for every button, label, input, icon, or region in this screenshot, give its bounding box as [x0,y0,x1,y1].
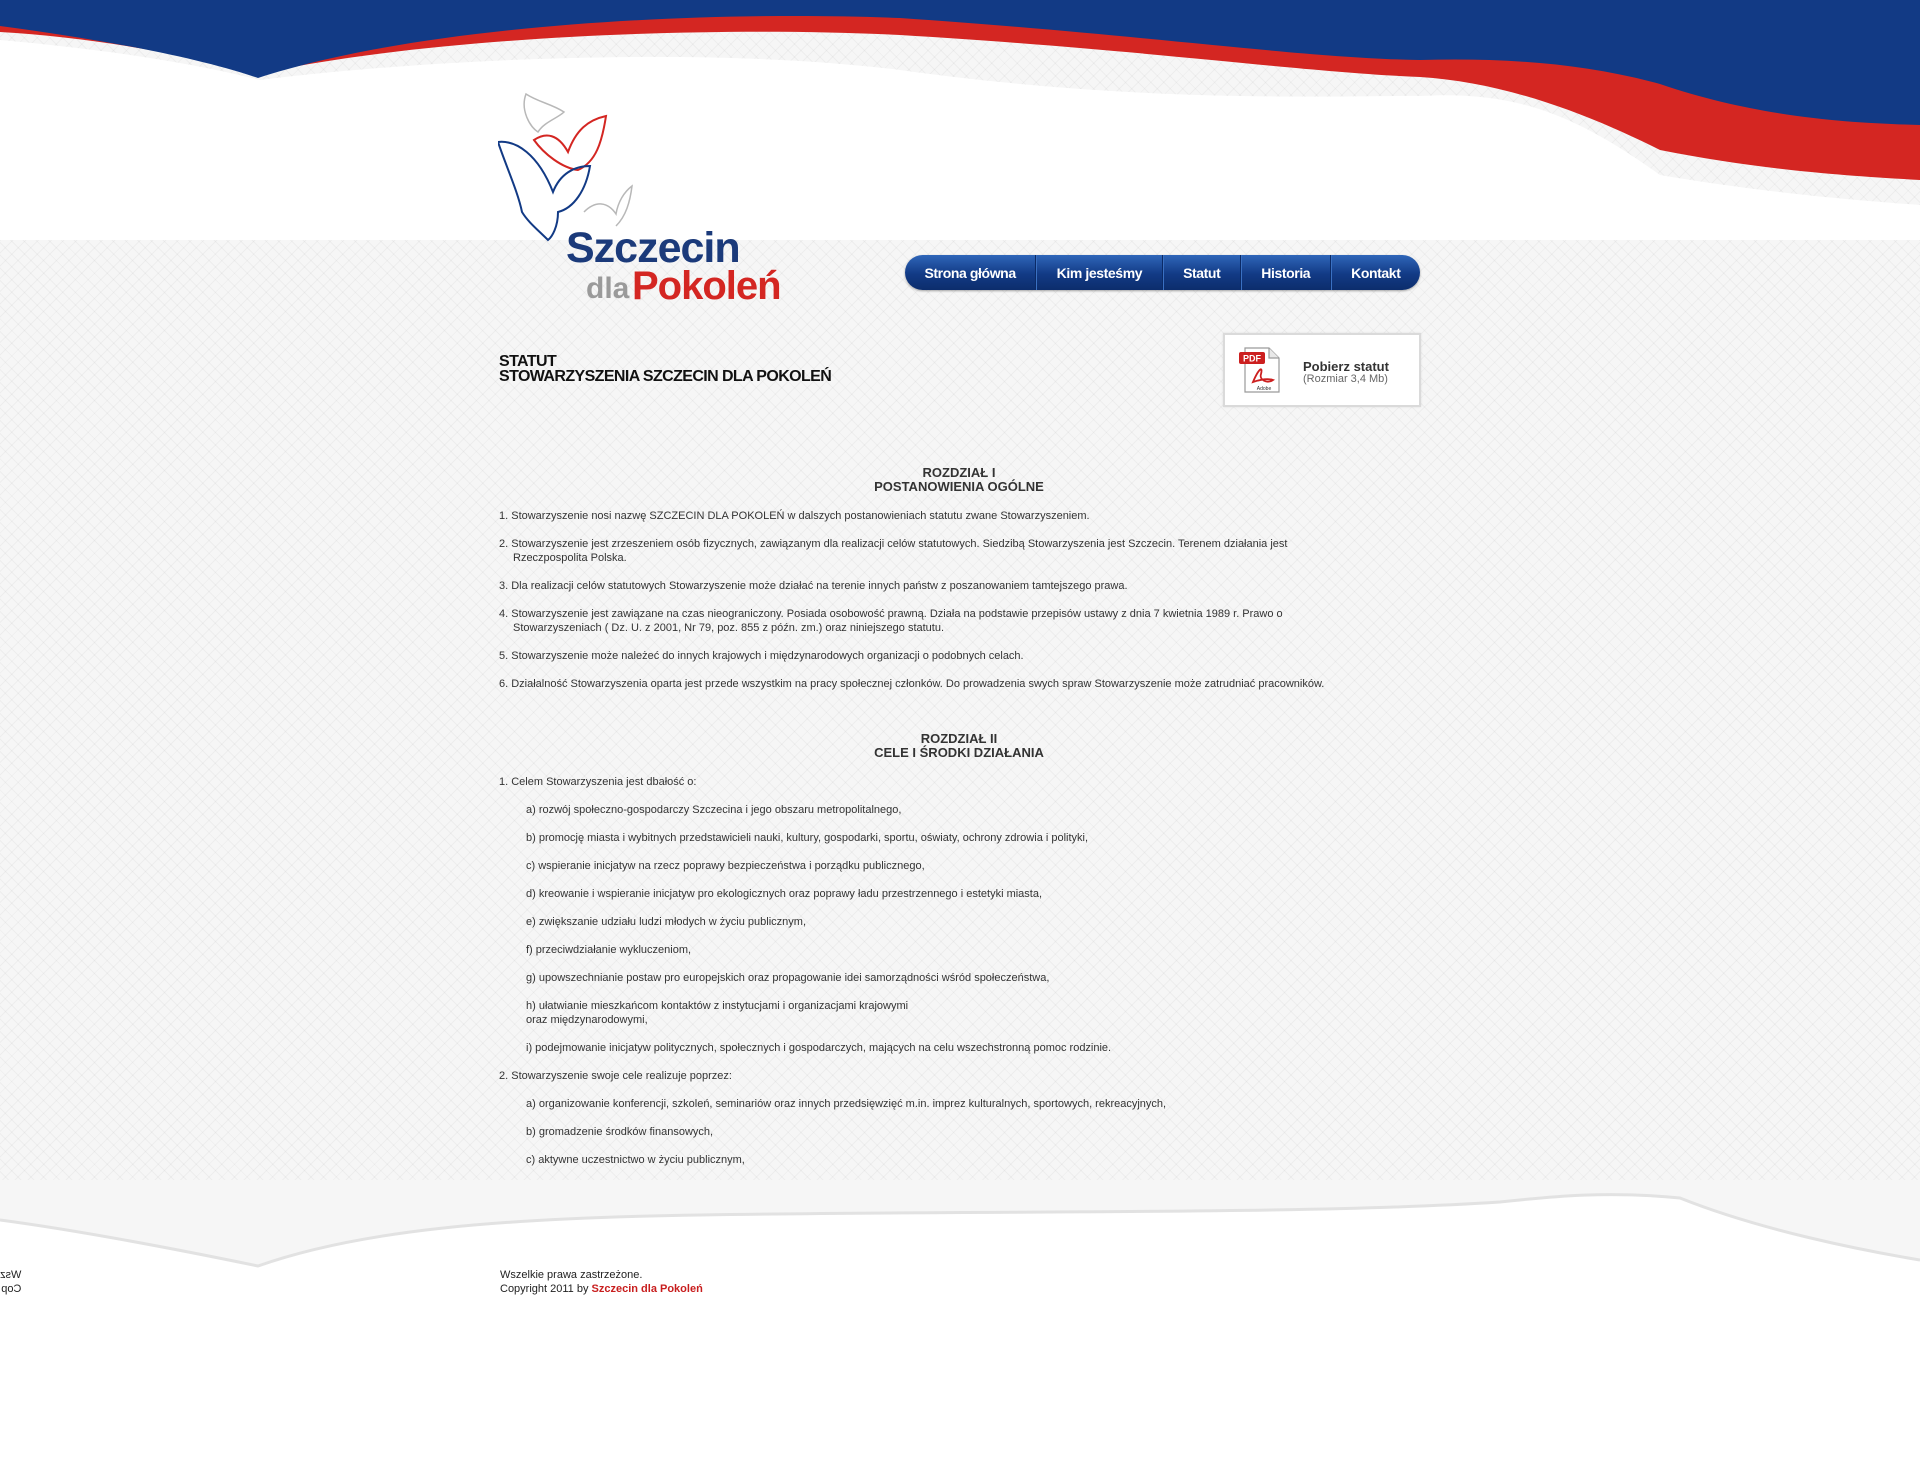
pdf-icon-brand: Adobe [1256,386,1272,392]
article-paragraph-continuation: Stowarzyszeniach ( Dz. U. z 2001, Nr 79, poz. 855 z późn. zm.) oraz niniejszego statutu. [513,622,945,634]
chapter-1-title: POSTANOWIENIA OGÓLNE [874,479,1044,494]
footer-copyright-text: Copyright 2011 by [500,1283,589,1295]
article-paragraph: 4. Stowarzyszenie jest zawiązane na czas nieograniczony. Posiada osobowość prawną. Działa na podstawie przepisów ustawy z dnia 7 kwietnia 1989 r. Prawo o [499,608,1283,620]
pdf-icon-label: PDF [1243,353,1261,364]
nav-about[interactable]: Kim jesteśmy [1056,264,1143,281]
download-statute-button[interactable] [1223,333,1421,407]
means-item: a) organizowanie konferencji, szkoleń, seminariów oraz innych przedsięwzięć m.in. imprez kulturalnych, sportowych, rekreacyjnych, [526,1098,1167,1110]
means-item: b) gromadzenie środków finansowych, [526,1126,714,1138]
goal-item: b) promocję miasta i wybitnych przedstawicieli nauki, kultury, gospodarki, sportu, oświaty, ochrony zdrowia i polityki, [526,832,1089,844]
logo-text-pokolen: Pokoleń [632,264,781,308]
goal-item: a) rozwój społeczno-gospodarczy Szczecina i jego obszaru metropolitalnego, [526,804,902,816]
footer-wave [0,1180,1920,1280]
article-paragraph: 3. Dla realizacji celów statutowych Stowarzyszenie może działać na terenie innych państw z poszanowaniem tamtejszego prawa. [499,580,1128,592]
logo-text-szczecin: Szczecin [566,224,740,272]
chapter-1-heading [499,466,1419,494]
footer-brand-link[interactable]: Szczecin dla Pokoleń [591,1283,703,1295]
nav-separator [1330,255,1332,290]
download-size: (Rozmiar 3,4 Mb) [1303,373,1388,385]
footer-rights: Wszelkie prawa zastrzeżone. [500,1269,643,1281]
pdf-file-icon [1237,346,1285,394]
goal-item-continuation: oraz międzynarodowymi, [526,1014,648,1026]
goal-item: g) upowszechnianie postaw pro europejskich oraz propagowanie idei samorządności wśród społeczeństwa, [526,972,1050,984]
article-paragraph: 1. Stowarzyszenie nosi nazwę SZCZECIN DLA POKOLEŃ w dalszych postanowieniach statutu zwane Stowarzyszeniem. [499,510,1090,522]
nav-statute[interactable]: Statut [1183,264,1221,281]
footer-edge-text [0,1268,21,1296]
goal-item: d) kreowanie i wspieranie inicjatyw pro ekologicznych oraz poprawy ładu przestrzennego i estetyki miasta, [526,888,1043,900]
footer-edge-line2: Cop [1,1283,22,1295]
main-navigation [905,255,1420,290]
page-title-line1: STATUT [499,353,557,370]
means-item: c) aktywne uczestnictwo w życiu publicznym, [526,1154,745,1166]
nav-history[interactable]: Historia [1261,264,1311,281]
logo-text-dla: dla [586,272,630,305]
nav-home[interactable]: Strona główna [924,264,1016,281]
chapter-1-number: ROZDZIAŁ I [922,465,996,480]
footer-copyright [500,1268,703,1296]
download-title: Pobierz statut [1303,359,1389,374]
chapter-2-title: CELE I ŚRODKI DZIAŁANIA [874,745,1044,760]
article-paragraph: 2. Stowarzyszenie jest zrzeszeniem osób fizycznych, zawiązanym dla realizacji celów statutowych. Siedzibą Stowarzyszenia jest Szczecin. Terenem działania jest [499,538,1288,550]
footer-copyright-line [500,1282,703,1296]
chapter-2-heading [499,732,1419,760]
goal-item: i) podejmowanie inicjatyw politycznych, społecznych i gospodarczych, mających na celu wszechstronną pomoc rodzinie. [526,1042,1112,1054]
chapter-2-number: ROZDZIAŁ II [920,731,998,746]
nav-separator [1240,255,1242,290]
nav-separator [1035,255,1037,290]
article-paragraph: 5. Stowarzyszenie może należeć do innych krajowych i międzynarodowych organizacji o podobnych celach. [499,650,1024,662]
goal-item: e) zwiększanie udziału ludzi młodych w życiu publicznym, [526,916,807,928]
header-waves [0,0,1920,240]
goal-item: f) przeciwdziałanie wykluczeniom, [526,944,692,956]
article-paragraph-continuation: Rzeczpospolita Polska. [513,552,627,564]
page-title-line2: STOWARZYSZENIA SZCZECIN DLA POKOLEŃ [499,368,832,385]
article-paragraph: 6. Działalność Stowarzyszenia oparta jest przede wszystkim na pracy społecznej członków. Do prowadzenia swych spraw Stowarzyszenie może zatrudniać pracowników. [499,678,1325,690]
nav-contact[interactable]: Kontakt [1351,264,1401,281]
article-paragraph: 1. Celem Stowarzyszenia jest dbałość o: [499,776,697,788]
nav-separator [1162,255,1164,290]
article-paragraph: 2. Stowarzyszenie swoje cele realizuje poprzez: [499,1070,732,1082]
footer-edge-line1: Wsz [0,1269,22,1281]
page-title [499,354,831,384]
goal-item: h) ułatwianie mieszkańcom kontaktów z instytucjami i organizacjami krajowymi [526,1000,909,1012]
goal-item: c) wspieranie inicjatyw na rzecz poprawy bezpieczeństwa i porządku publicznego, [526,860,925,872]
site-logo[interactable] [498,82,781,310]
